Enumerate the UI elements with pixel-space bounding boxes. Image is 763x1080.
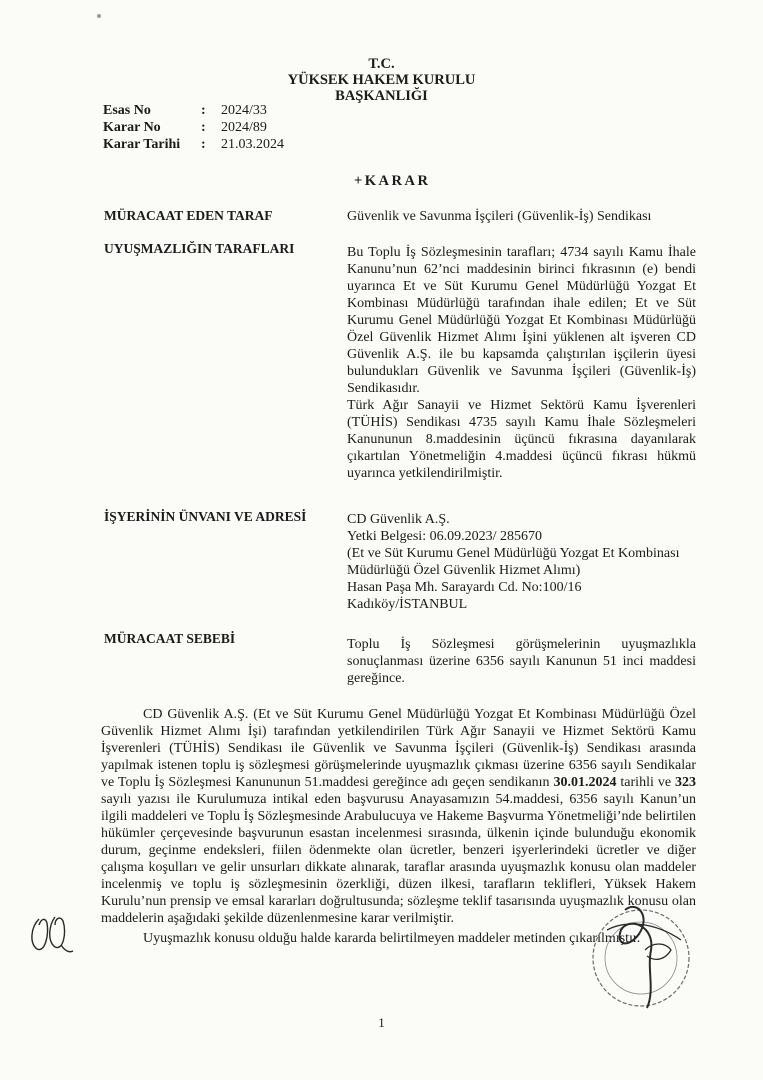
tarih-value: 21.03.2024 xyxy=(221,137,284,152)
workplace-line: (Et ve Süt Kurumu Genel Müdürlüğü Yozgat Et Kombinası xyxy=(347,546,680,561)
parties-paragraph-2: Türk Ağır Sanayii ve Hizmet Sektörü Kamu İşverenleri (TÜHİS) Sendikası 4735 sayılı Kamu İhale Sözleşmeleri Kanununun 8.maddesinin üçüncü fıkrasına dayanılarak çıkartılan Yönetmeliğin 4.maddesi üçüncü fıkrası hükmü uyarınca yetkilendirilmiştir. xyxy=(347,398,696,481)
esas-label: Esas No xyxy=(103,103,151,118)
workplace-line: Yetki Belgesi: 06.09.2023/ 285670 xyxy=(347,529,542,544)
scan-speck xyxy=(97,14,101,18)
parties-paragraph-1: Bu Toplu İş Sözleşmesinin tarafları; 4734 sayılı Kamu İhale Kanunu’nun 62’nci maddesinin birinci fıkrasının (e) bendi uyarınca Et ve Süt Kurumu Genel Müdürlüğü Yozgat Et Kombinası Müdürlüğü tarafından ihale edilen; Et ve Süt Kurumu Genel Müdürlüğü Yozgat Et Kombinası Müdürlüğü Özel Güvenlik Hizmet Alımı İşini yüklenen alt işveren CD Güvenlik A.Ş. ile bu kapsamda çalıştırılan işçilerin üyesi bulundukları Güvenlik ve Savunma İşçileri (Güvenlik-İş) Sendikasıdır. xyxy=(347,245,696,396)
parties-label: UYUŞMAZLIĞIN TARAFLARI xyxy=(104,241,295,256)
body-text-segment: sayılı yazısı ile Kurulumuza intikal eden başvurusu Anayasamızın 54.maddesi, 6356 sayılı Kanun’un ilgili maddeleri ve Toplu İş Sözleşmesinde Arabulucuya ve Hakeme Başvurma Yönetmeliği’nde belirtilen hükümler çerçevesinde başvurunun esastan incelenmesi sırasında, ülkenin içinde bulunduğu ekonomik durum, geçinme endeksleri, fiilen ödenmekte olan ücretler, benzeri işyerlerindeki ücretler ve diğer çalışma koşulları ve gelir unsurları dikkate alınarak, taraflar arasında uyuşmazlık konusu olan maddeler incelenmiş ve toplu iş sözleşmesinin özerkliği, düzen ilkesi, tarafların teklifleri, Yüksek Hakem Kurulu’nun prensip ve emsal kararları doğrultusunda; sözleşme teklif tasarısında uyuşmazlık konusu olan maddelerin aşağıdaki şekilde düzenlenmesine karar verilmiştir. xyxy=(101,792,696,926)
parties-value xyxy=(347,244,696,482)
body-text-segment: tarihli ve xyxy=(616,775,675,790)
header-line-institution: YÜKSEK HAKEM KURULU xyxy=(287,72,476,88)
workplace-line: Müdürlüğü Özel Güvenlik Hizmet Alımı) xyxy=(347,563,581,578)
karar-label: Karar No xyxy=(103,120,161,135)
karar-value: 2024/89 xyxy=(221,120,267,135)
workplace-line: Kadıköy/İSTANBUL xyxy=(347,597,468,612)
applicant-value: Güvenlik ve Savunma İşçileri (Güvenlik-İş) Sendikası xyxy=(347,209,652,224)
decision-title: +KARAR xyxy=(354,173,431,189)
official-seal-icon xyxy=(585,890,705,1020)
colon: : xyxy=(201,103,206,118)
body-paragraph-2: Uyuşmazlık konusu olduğu halde kararda belirtilmeyen maddeler metinden çıkarılmıştır. xyxy=(143,931,641,946)
colon: : xyxy=(201,120,206,135)
application-date: 30.01.2024 xyxy=(553,775,617,790)
esas-row xyxy=(103,102,284,119)
tarih-label: Karar Tarihi xyxy=(103,137,181,152)
page-number: 1 xyxy=(378,1015,385,1030)
karar-row xyxy=(103,119,284,136)
workplace-line: CD Güvenlik A.Ş. xyxy=(347,512,450,527)
header-line-tc: T.C. xyxy=(368,56,395,72)
workplace-label: İŞYERİNİN ÜNVANI VE ADRESİ xyxy=(104,509,307,524)
workplace-value xyxy=(347,511,696,613)
letter-number: 323 xyxy=(675,775,696,790)
reason-value: Toplu İş Sözleşmesi görüşmelerinin uyuşmazlıkla sonuçlanması üzerine 6356 sayılı Kanunun 51 inci maddesi gereğince. xyxy=(347,637,696,686)
body-text-segment: CD Güvenlik A.Ş. (Et ve Süt Kurumu Genel Müdürlüğü Yozgat Et Kombinası Müdürlüğü Özel Güvenlik Hizmet Alımı İşi) tarafından yetkilendirilen Türk Ağır Sanayii ve Hizmet Sektörü Kamu İşverenleri (TÜHİS) Sendikası ile Güvenlik ve Savunma İşçileri (Güvenlik-İş) Sendikası arasında yapılmak istenen toplu iş sözleşmesi görüşmelerinde uyuşmazlık çıkması üzerine 6356 sayılı Sendikalar ve Toplu İş Sözleşmesi Kanununun 51.maddesi gereğince adı geçen sendikanın xyxy=(101,707,696,790)
case-metadata xyxy=(103,102,284,153)
margin-signature-icon xyxy=(25,905,80,960)
workplace-line: Hasan Paşa Mh. Sarayardı Cd. No:100/16 xyxy=(347,580,582,595)
applicant-label: MÜRACAAT EDEN TARAF xyxy=(104,208,273,223)
esas-value: 2024/33 xyxy=(221,103,267,118)
document-header xyxy=(0,56,763,104)
tarih-row xyxy=(103,136,284,153)
header-line-office: BAŞKANLIĞI xyxy=(335,88,428,104)
reason-label: MÜRACAAT SEBEBİ xyxy=(104,631,236,646)
colon: : xyxy=(201,137,206,152)
